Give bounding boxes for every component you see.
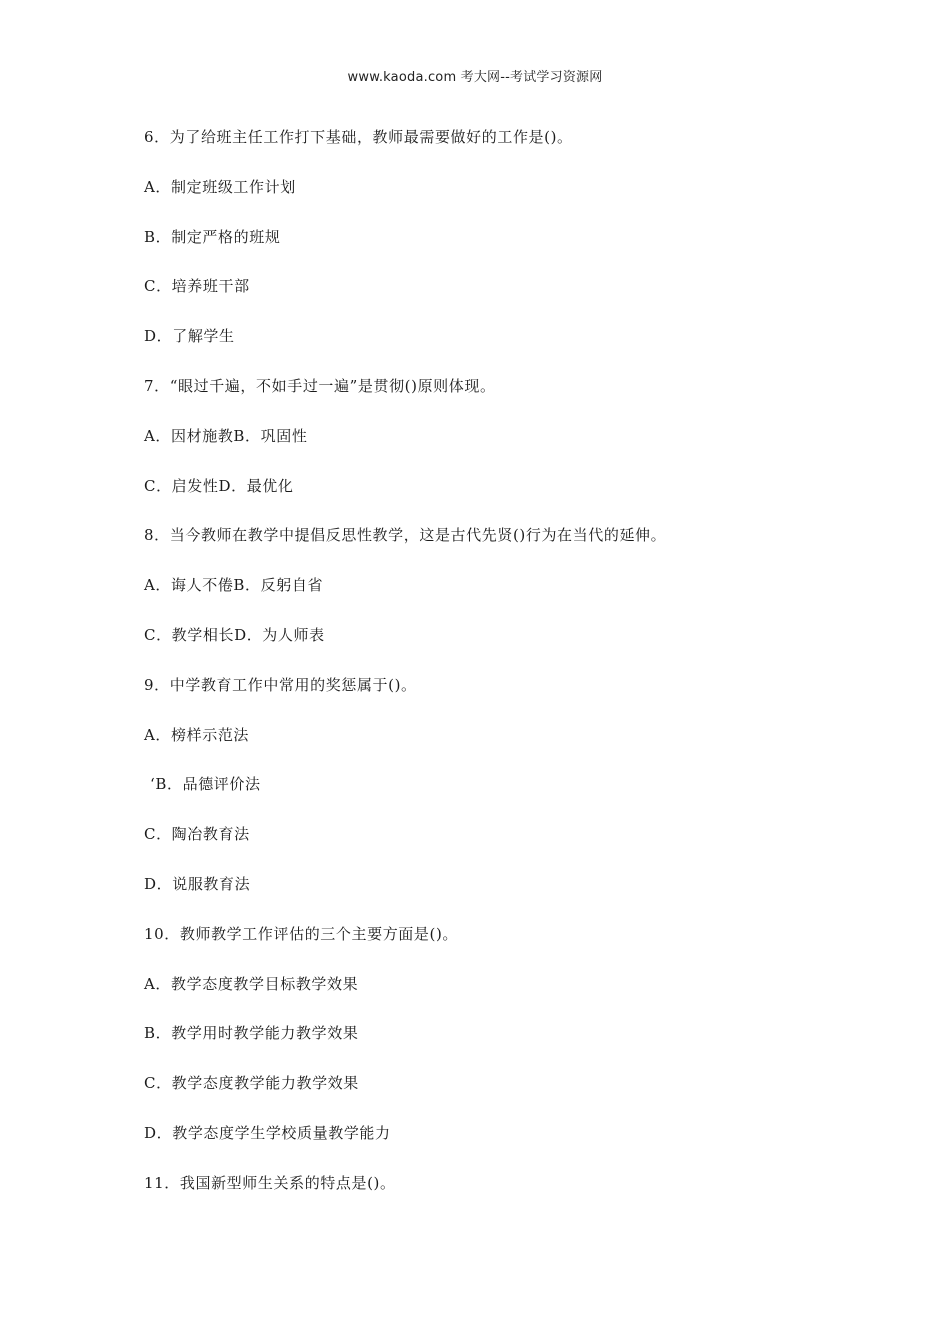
question-list	[144, 126, 844, 1222]
question-7-options-ab: A．因材施教B．巩固性	[144, 426, 308, 445]
question-10-option-a: A．教学态度教学目标教学效果	[144, 974, 359, 993]
question-6-option-d: D．了解学生	[144, 327, 235, 346]
page-header: www.kaoda.com 考大网--考试学习资源网	[347, 70, 603, 85]
question-10-option-b: B．教学用时教学能力教学效果	[144, 1024, 359, 1043]
question-9-option-d: D．说服教育法	[144, 874, 251, 893]
question-9-stem: 9．中学教育工作中常用的奖惩属于()。	[144, 675, 417, 694]
question-9-option-b: ‘B．品德评价法	[150, 775, 261, 794]
question-6-stem: 6．为了给班主任工作打下基础，教师最需要做好的工作是()。	[144, 128, 573, 146]
question-8-stem: 8．当今教师在教学中提倡反思性教学，这是古代先贤()行为在当代的延伸。	[144, 526, 667, 545]
question-6-option-c: C．培养班干部	[144, 277, 250, 296]
question-6-option-b: B．制定严格的班规	[144, 227, 281, 246]
question-7-stem: 7．“眼过千遍，不如手过一遍”是贯彻()原则体现。	[144, 376, 496, 395]
question-6-option-a: A．制定班级工作计划	[144, 177, 296, 196]
question-10-stem: 10．教师教学工作评估的三个主要方面是()。	[144, 924, 458, 943]
question-10-option-c: C．教学态度教学能力教学效果	[144, 1074, 359, 1093]
question-11-stem: 11．我国新型师生关系的特点是()。	[144, 1173, 396, 1192]
question-8-options-cd: C．教学相长D．为人师表	[144, 625, 325, 644]
question-8-options-ab: A．诲人不倦B．反躬自省	[144, 576, 324, 595]
question-9-option-c: C．陶冶教育法	[144, 825, 250, 844]
question-10-option-d: D．教学态度学生学校质量教学能力	[144, 1123, 391, 1142]
question-9-option-a: A．榜样示范法	[144, 725, 250, 744]
question-7-options-cd: C．启发性D．最优化	[144, 476, 294, 495]
